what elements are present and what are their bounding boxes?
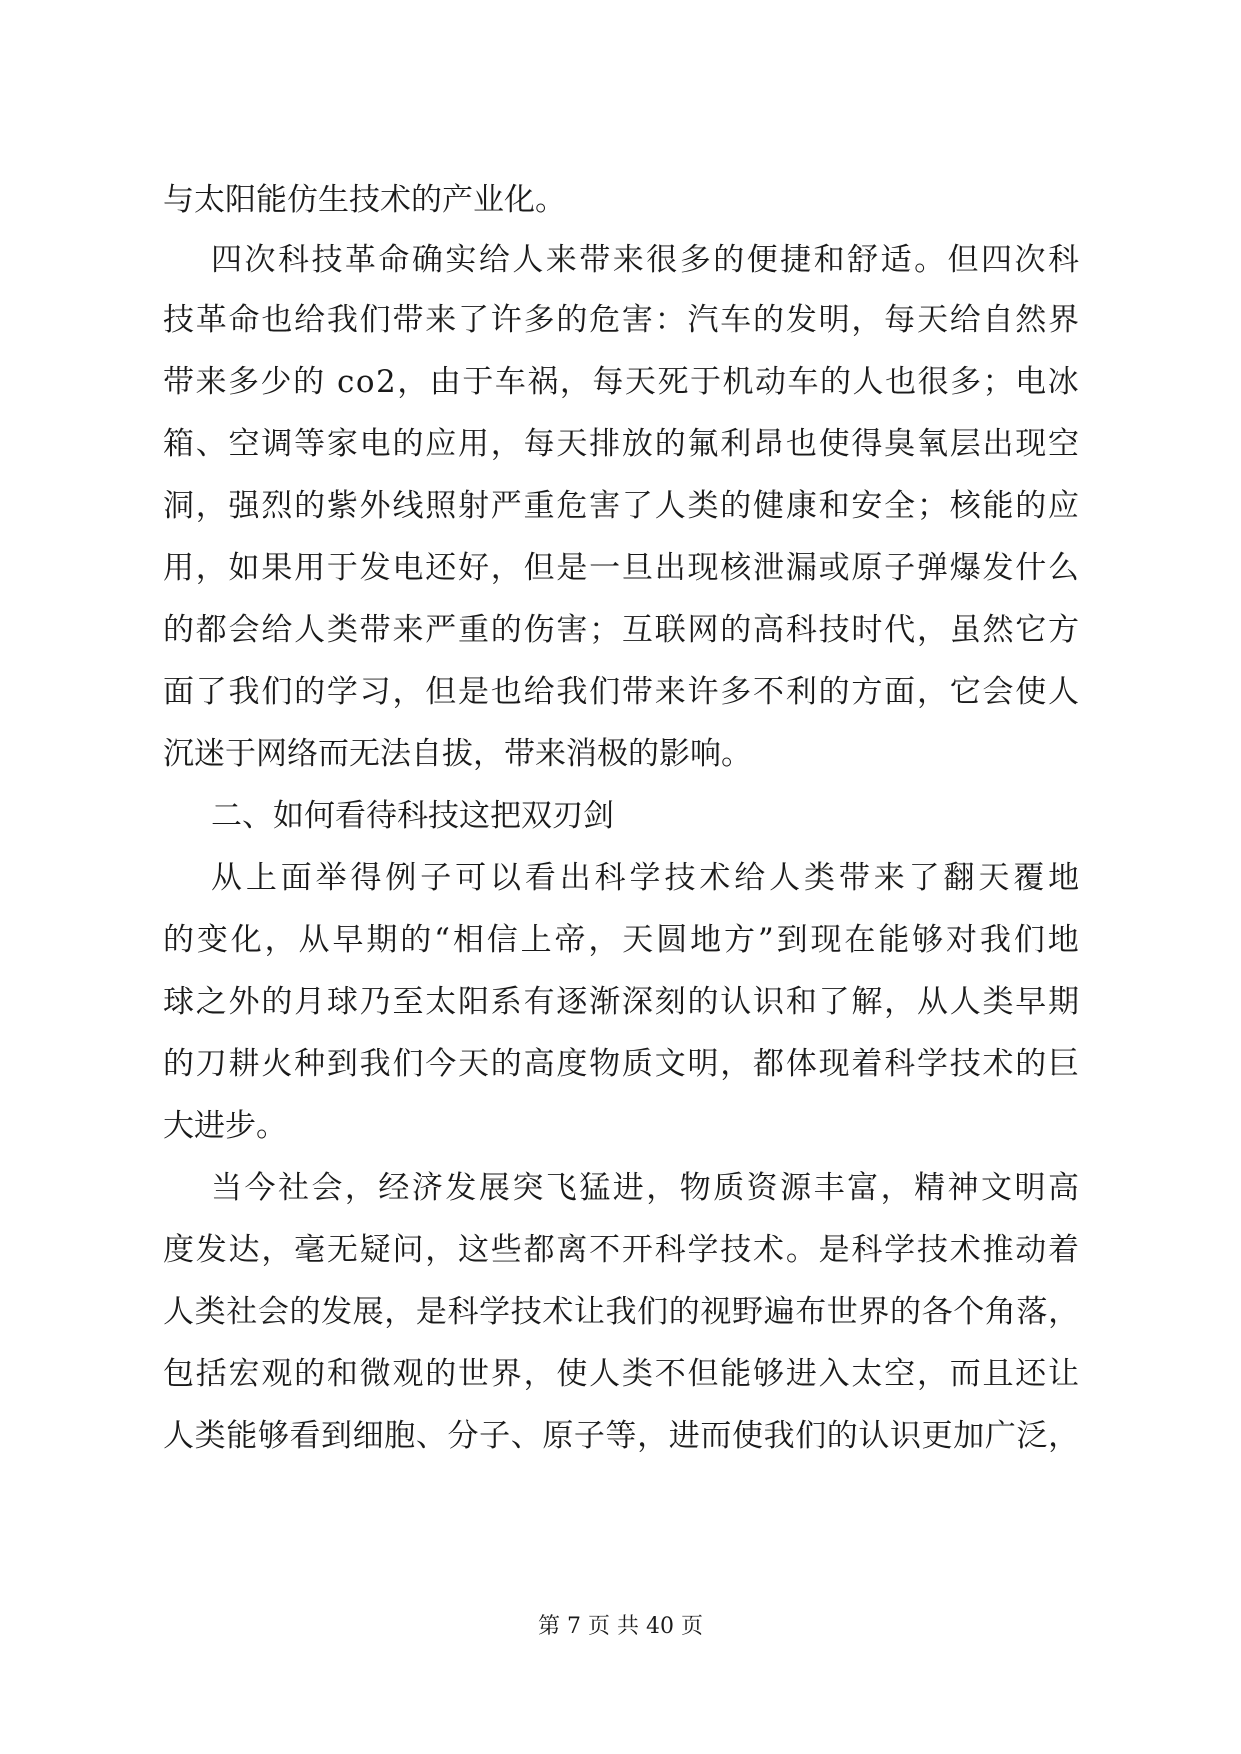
text-line: 洞，强烈的紫外线照射严重危害了人类的健康和安全；核能的应 [163, 488, 1081, 524]
text-line: 球之外的月球乃至太阳系有逐渐深刻的认识和了解，从人类早期 [163, 984, 1081, 1020]
page-footer: 第 7 页 共 40 页 [538, 1614, 703, 1639]
text-line: 用，如果用于发电还好，但是一旦出现核泄漏或原子弹爆发什么 [163, 550, 1081, 586]
paragraph-start-line: 当今社会，经济发展突飞猛进，物质资源丰富，精神文明高 [211, 1170, 1082, 1206]
text-line: 技革命也给我们带来了许多的危害：汽车的发明，每天给自然界 [163, 302, 1081, 338]
text-line: 面了我们的学习，但是也给我们带来许多不利的方面，它会使人 [163, 674, 1081, 710]
paragraph-start-line: 四次科技革命确实给人来带来很多的便捷和舒适。但四次科 [211, 242, 1082, 278]
text-line: 沉迷于网络而无法自拔，带来消极的影响。 [163, 736, 752, 772]
paragraph-start-line: 从上面举得例子可以看出科学技术给人类带来了翻天覆地 [211, 860, 1083, 896]
text-line: 大进步。 [163, 1108, 287, 1144]
text-line: 带来多少的 co2，由于车祸，每天死于机动车的人也很多；电冰 [163, 364, 1081, 400]
text-line: 包括宏观的和微观的世界，使人类不但能够进入太空，而且还让 [163, 1356, 1081, 1392]
text-line: 度发达，毫无疑问，这些都离不开科学技术。是科学技术推动着 [163, 1232, 1081, 1268]
text-line: 与太阳能仿生技术的产业化。 [163, 182, 566, 218]
section-heading: 二、如何看待科技这把双刃剑 [211, 798, 614, 834]
text-line: 人类社会的发展，是科学技术让我们的视野遍布世界的各个角落， [163, 1294, 1080, 1330]
text-line: 的刀耕火种到我们今天的高度物质文明，都体现着科学技术的巨 [163, 1046, 1081, 1082]
text-line: 的变化，从早期的“相信上帝，天圆地方”到现在能够对我们地 [163, 922, 1082, 958]
text-line: 的都会给人类带来严重的伤害；互联网的高科技时代，虽然它方 [163, 612, 1081, 648]
text-line: 箱、空调等家电的应用，每天排放的氟利昂也使得臭氧层出现空 [163, 426, 1081, 462]
text-line: 人类能够看到细胞、分子、原子等，进而使我们的认识更加广泛， [163, 1418, 1080, 1454]
